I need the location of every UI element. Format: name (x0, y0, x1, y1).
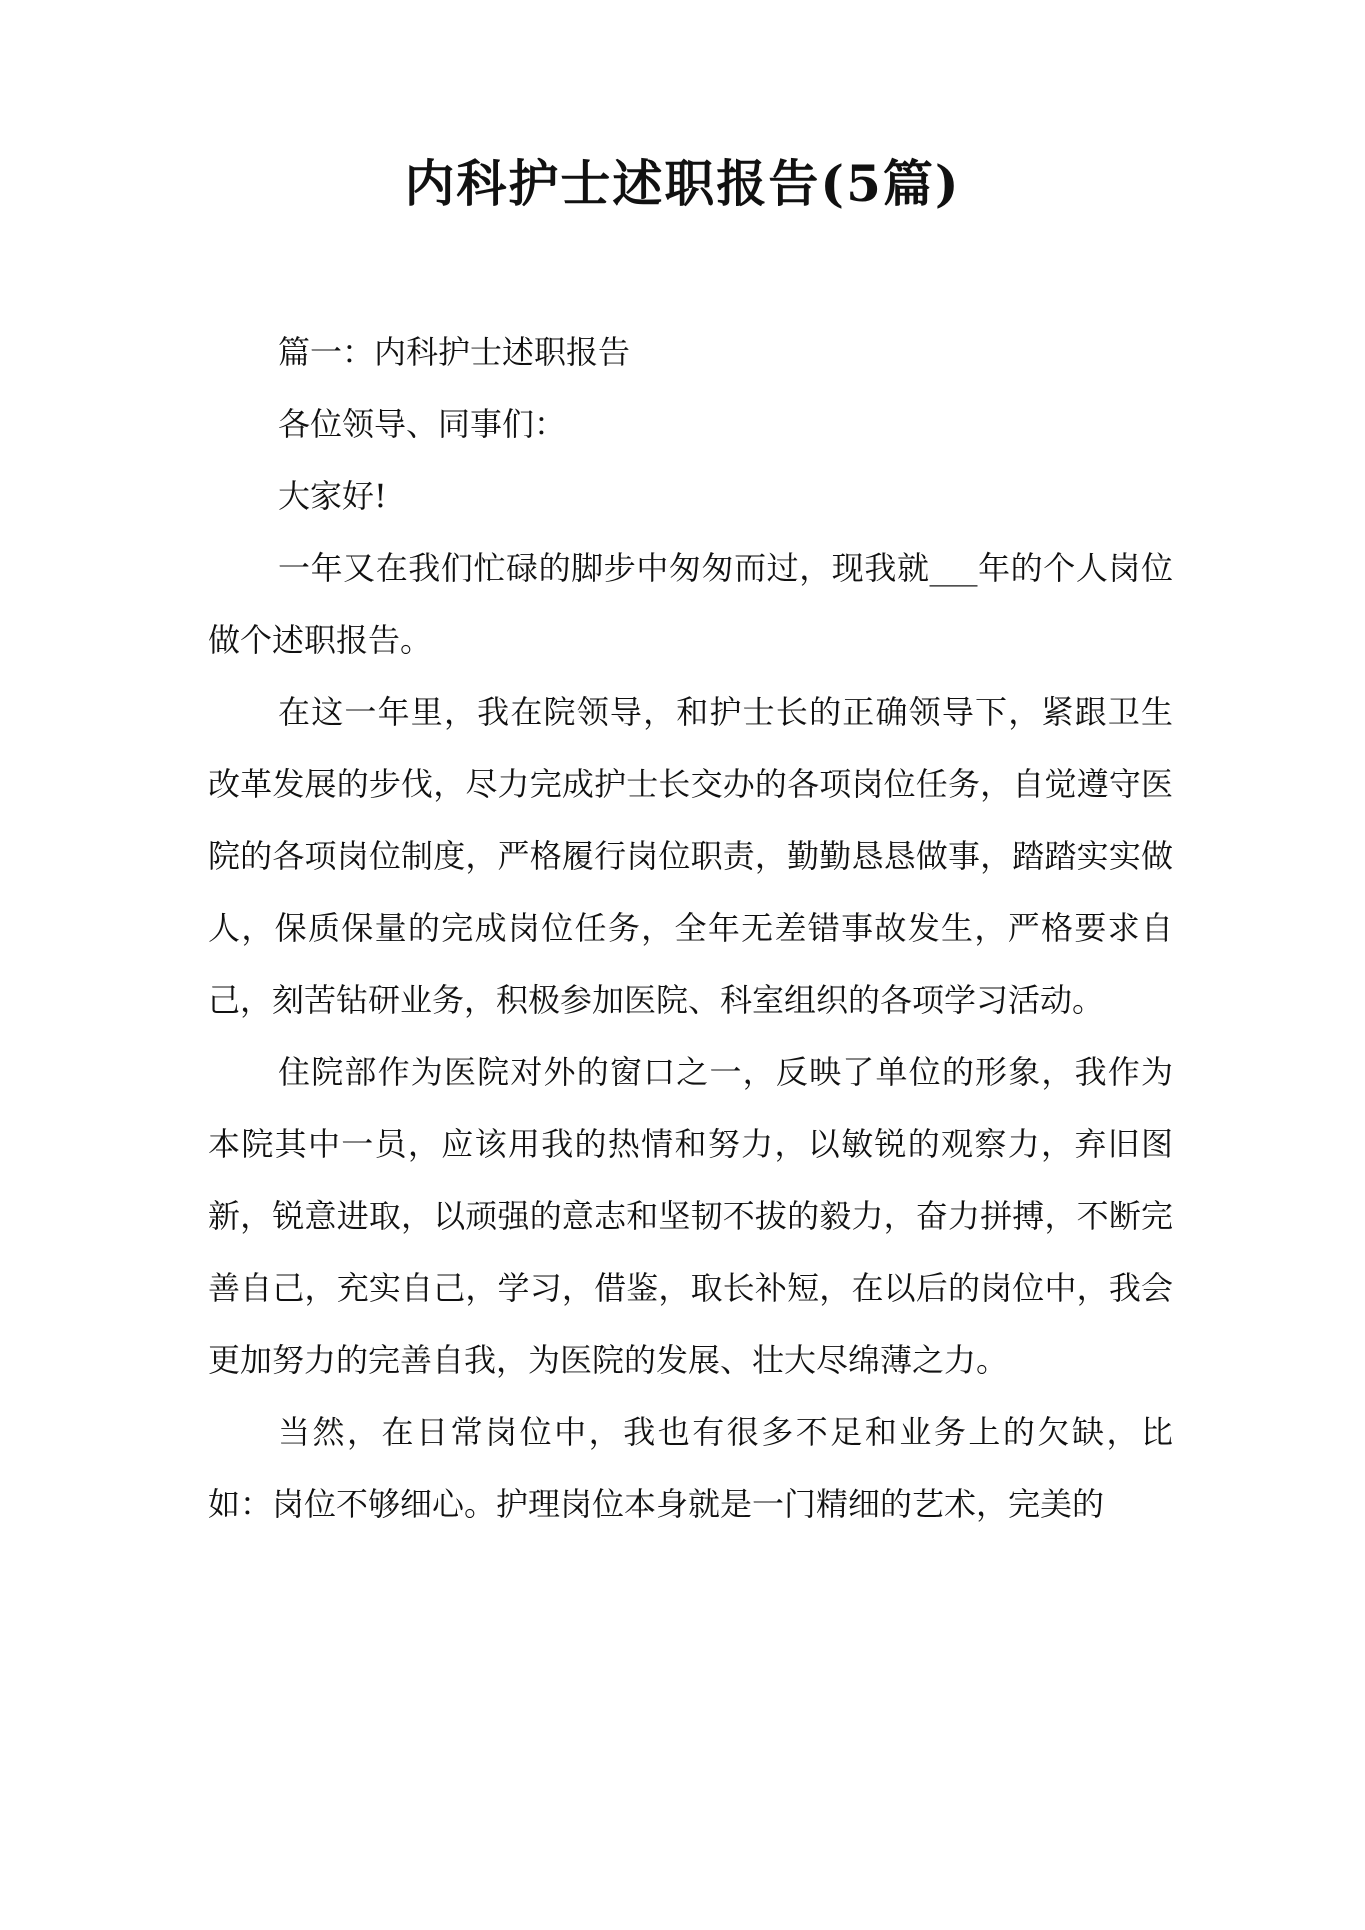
body-paragraph: 当然，在日常岗位中，我也有很多不足和业务上的欠缺，比如：岗位不够细心。护理岗位本身就是一门精细的艺术，完美的 (208, 1413, 1173, 1523)
body-paragraph: 一年又在我们忙碌的脚步中匆匆而过，现我就___年的个人岗位做个述职报告。 (208, 549, 1173, 659)
salutation: 各位领导、同事们： (278, 405, 567, 443)
section-heading: 篇一：内科护士述职报告 (278, 333, 631, 371)
greeting: 大家好! (278, 477, 387, 515)
body-paragraph: 住院部作为医院对外的窗口之一，反映了单位的形象，我作为本院其中一员，应该用我的热情和努力，以敏锐的观察力，弃旧图新，锐意进取，以顽强的意志和坚韧不拔的毅力，奋力拼搏，不断完善自己，充实自己，学习，借鉴，取长补短，在以后的岗位中，我会更加努力的完善自我，为医院的发展、壮大尽绵薄之力。 (208, 1053, 1173, 1379)
body-paragraph: 在这一年里，我在院领导，和护士长的正确领导下，紧跟卫生改革发展的步伐，尽力完成护士长交办的各项岗位任务，自觉遵守医院的各项岗位制度，严格履行岗位职责，勤勤恳恳做事，踏踏实实做人，保质保量的完成岗位任务，全年无差错事故发生，严格要求自己，刻苦钻研业务，积极参加医院、科室组织的各项学习活动。 (208, 693, 1173, 1019)
document-body (208, 316, 1173, 1540)
document-title: 内科护士述职报告(5篇) (404, 154, 961, 213)
